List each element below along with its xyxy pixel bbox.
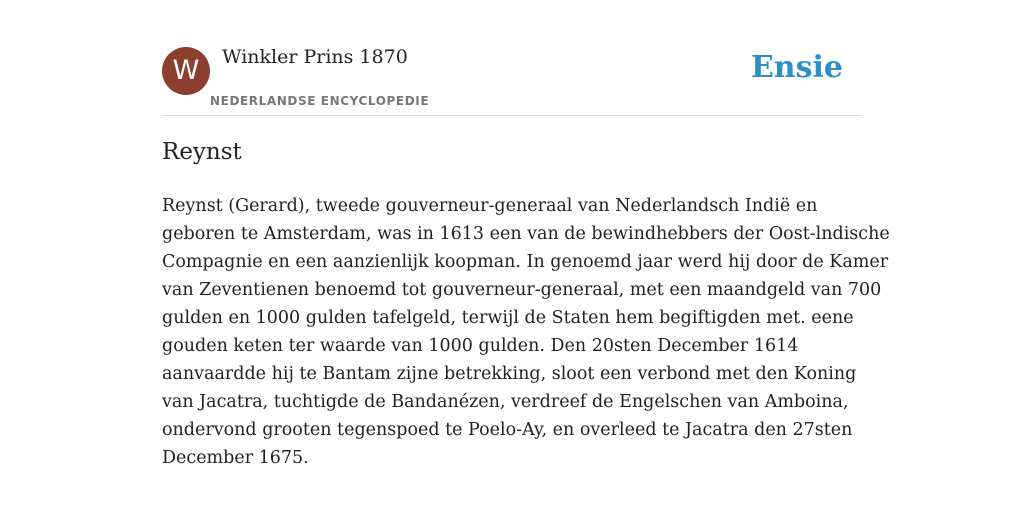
entry-line: Compagnie en een aanzienlijk koopman. In genoemd jaar werd hij door de Kamer <box>162 252 889 272</box>
entry-line: Reynst (Gerard), tweede gouverneur-generaal van Nederlandsch Indië en <box>162 196 818 216</box>
entry-card <box>162 0 890 512</box>
entry-body <box>162 192 890 472</box>
entry-line: ondervond grooten tegenspoed te Poelo-Ay, en overleed te Jacatra den 27sten <box>162 420 853 440</box>
source-title[interactable]: Winkler Prins 1870 <box>222 46 408 68</box>
entry-line: December 1675. <box>162 448 309 468</box>
source-subtitle: NEDERLANDSE ENCYCLOPEDIE <box>210 94 430 108</box>
entry-line: van Zeventienen benoemd tot gouverneur-generaal, met een maandgeld van 700 <box>162 280 882 300</box>
brand-logo[interactable]: Ensie <box>750 50 843 85</box>
header <box>162 0 862 116</box>
entry-title: Reynst <box>162 139 242 165</box>
entry-line: geboren te Amsterdam, was in 1613 een van de bewindhebbers der Oost-lndische <box>162 224 890 244</box>
entry-line: aanvaardde hij te Bantam zijne betrekking, sloot een verbond met den Koning <box>162 364 857 384</box>
entry-line: gulden en 1000 gulden tafelgeld, terwijl de Staten hem begiftigden met. eene <box>162 308 854 328</box>
entry-line: van Jacatra, tuchtigde de Bandanézen, verdreef de Engelschen van Amboina, <box>162 392 849 412</box>
source-avatar[interactable]: W <box>162 47 210 95</box>
entry-line: gouden keten ter waarde van 1000 gulden. Den 20sten December 1614 <box>162 336 799 356</box>
